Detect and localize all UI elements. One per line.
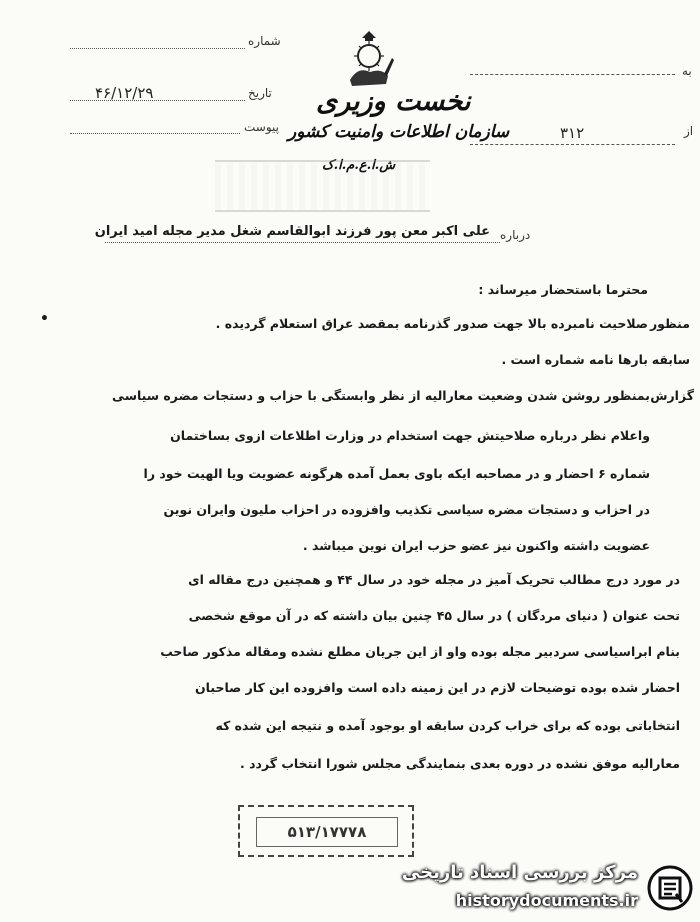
- attachment-label: پیوست: [244, 120, 279, 134]
- ministry-name: نخست وزیری: [316, 86, 471, 117]
- watermark-title: مرکز بررسی اسناد تاریخی: [401, 862, 638, 883]
- report-line: در مورد درج مطالب تحریک آمیز در مجله خود در سال ۴۴ و همچنین درج مقاله ای: [188, 572, 680, 587]
- report-line: انتخاباتی بوده که برای خراب کردن سابقه او بوجود آمده و نتیجه این شده که: [215, 718, 680, 733]
- number-label: شماره: [248, 34, 281, 48]
- report-line: بمنظور روشن شدن وضعیت معارالیه از نظر وابستگی با حزاب و دستجات مضره سیاسی: [112, 388, 650, 403]
- watermark-url: historydocuments.ir: [455, 891, 638, 910]
- margin-mark: •: [40, 311, 49, 327]
- subject-text: علی اکبر معن پور فرزند ابوالقاسم شغل مدیر مجله امید ایران: [94, 224, 490, 239]
- organization-name: سازمان اطلاعات وامنیت کشور: [288, 122, 510, 142]
- date-value: ۴۶/۱۲/۲۹: [95, 84, 154, 102]
- background-label: سابقه: [651, 352, 690, 367]
- purpose-text: صلاحیت نامبرده بالا جهت صدور گذرنامه بمقصد عراق استعلام گردیده .: [215, 316, 648, 331]
- watermark: [401, 858, 694, 918]
- report-line: بنام ابراسیاسی سردبیر مجله بوده واو از این جریان مطلع نشده ومقاله مذکور صاحب: [160, 644, 680, 659]
- report-label: گزارش: [650, 388, 694, 403]
- file-number: ۳۱۲: [560, 124, 585, 142]
- report-line: تحت عنوان ( دنیای مردگان ) در سال ۴۵ چنین بیان داشته که در آن موقع شخصی: [188, 608, 680, 623]
- report-line: معارالیه موفق نشده در دوره بعدی بنمایندگی مجلس شورا انتخاب گردد .: [240, 756, 680, 771]
- recipient-label: به: [682, 64, 692, 78]
- purpose-label: منظور: [649, 316, 690, 331]
- salutation: محترما باستحضار میرساند :: [478, 282, 648, 297]
- background-text: بارها نامه شماره است .: [501, 352, 648, 367]
- report-line: واعلام نظر درباره صلاحیتش جهت استخدام در وزارت اطلاعات ازوی بساختمان: [170, 428, 650, 443]
- report-line: عضویت داشته واکنون نیز عضو حزب ایران نوین میباشد .: [302, 538, 650, 553]
- registry-stamp: [238, 805, 414, 857]
- report-line: احضار شده بوده توضیحات لازم در این زمینه داده است وافزوده این کار صاحبان: [194, 680, 680, 695]
- sender-label: از: [684, 124, 694, 138]
- department-code: ش.ا.ع.م.ا.ک: [322, 158, 396, 173]
- subject-label: درباره: [500, 228, 531, 242]
- date-label: تاریخ: [248, 86, 272, 100]
- archive-logo-icon: [646, 864, 694, 912]
- report-line: شماره ۶ احضار و در مصاحبه ایکه باوی بعمل آمده هرگونه عضویت ویا الهیت خود را: [143, 466, 650, 481]
- report-line: در احزاب و دستجات مضره سیاسی تکذیب وافزوده در احزاب ملیون وایران نوین: [163, 502, 650, 517]
- stamp-number: ۵۱۳/۱۷۷۷۸: [256, 817, 398, 847]
